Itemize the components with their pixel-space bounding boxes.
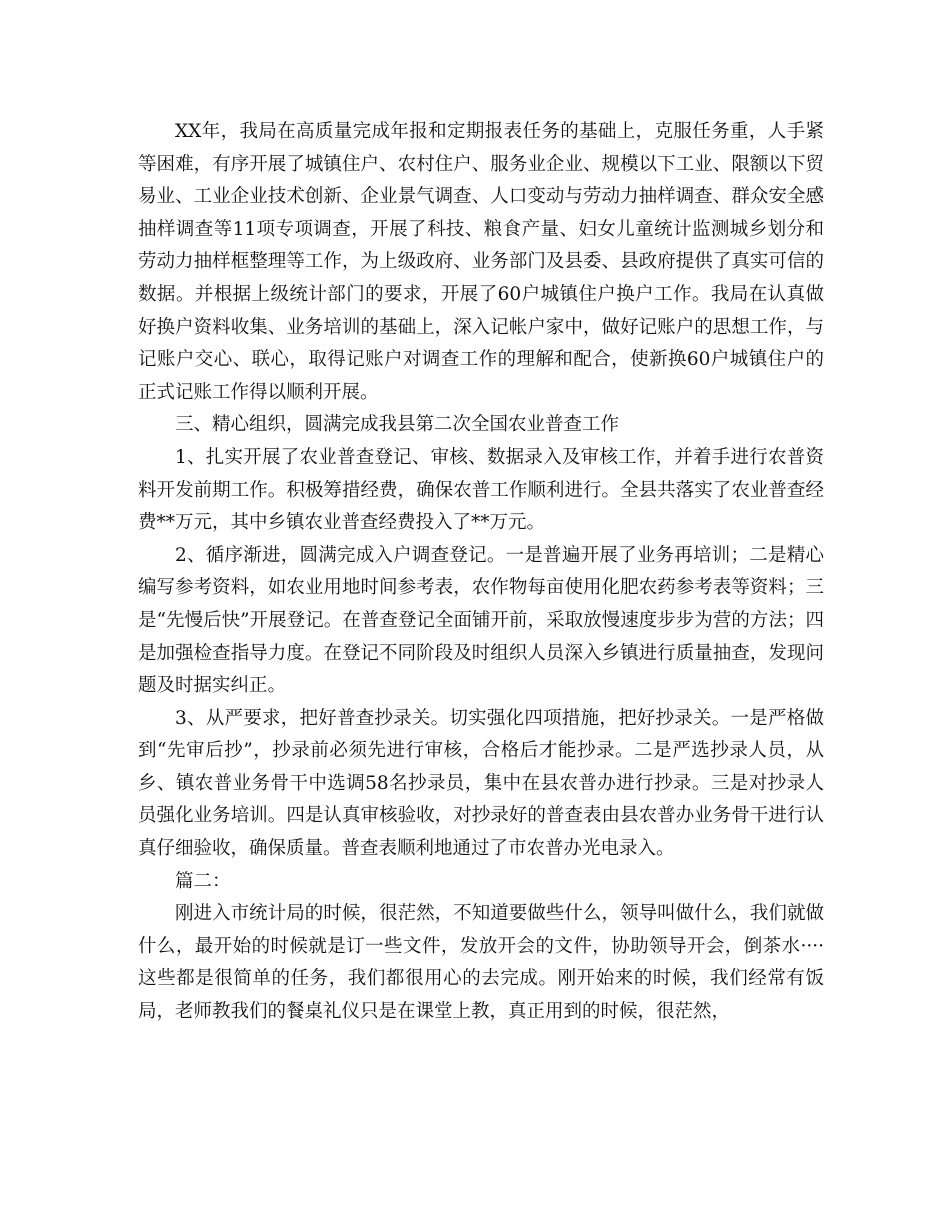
paragraph-item-1: 1、扎实开展了农业普查登记、审核、数据录入及审核工作，并着手进行农普资料开发前期工作。积极筹措经费，确保农普工作顺利进行。全县共落实了农业普查经费**万元，其中乡镇农业普查经费投入了**万元。 [138,446,824,534]
paragraph-intro-part-two: 刚进入市统计局的时候，很茫然，不知道要做些什么，领导叫做什么，我们就做什么，最开始的时候就是订一些文件，发放开会的文件，协助领导开会，倒茶水····这些都是很简单的任务，我们都很用心的去完成。刚开始来的时候，我们经常有饭局，老师教我们的餐桌礼仪只是在课堂上教，真正用到的时候，很茫然， [138,903,824,1023]
paragraph-item-2: 2、循序渐进，圆满完成入户调查登记。一是普遍开展了业务再培训；二是精心编写参考资料，如农业用地时间参考表，农作物每亩使用化肥农药参考表等资料；三是“先慢后快”开展登记。在普查登记全面铺开前，采取放慢速度步步为营的方法；四是加强检查指导力度。在登记不同阶段及时组织人员深入乡镇进行质量抽查，发现问题及时据实纠正。 [138,544,824,697]
paragraph-item-3: 3、从严要求，把好普查抄录关。切实强化四项措施，把好抄录关。一是严格做到“先审后抄”，抄录前必须先进行审核，合格后才能抄录。二是严选抄录人员，从乡、镇农普业务骨干中选调58名抄录员，集中在县农普办进行抄录。三是对抄录人员强化业务培训。四是认真审核验收，对抄录好的普查表由县农普办业务骨干进行认真仔细验收，确保质量。普查表顺利地通过了市农普办光电录入。 [138,707,824,860]
document-body [138,116,824,1029]
section-heading-part-two: 篇二： [175,870,231,892]
section-heading-agri-census: 三、精心组织，圆满完成我县第二次全国农业普查工作 [175,414,620,436]
paragraph-survey-work: XX年，我局在高质量完成年报和定期报表任务的基础上，克服任务重，人手紧等困难，有序开展了城镇住户、农村住户、服务业企业、规模以下工业、限额以下贸易业、工业企业技术创新、企业景气调查、人口变动与劳动力抽样调查、群众安全感抽样调查等11项专项调查，开展了科技、粮食产量、妇女儿童统计监测城乡划分和劳动力抽样框整理等工作，为上级政府、业务部门及县委、县政府提供了真实可信的数据。并根据上级统计部门的要求，开展了60户城镇住户换户工作。我局在认真做好换户资料收集、业务培训的基础上，深入记帐户家中，做好记账户的思想工作，与记账户交心、联心，取得记账户对调查工作的理解和配合，使新换60户城镇住户的正式记账工作得以顺利开展。 [138,121,824,403]
